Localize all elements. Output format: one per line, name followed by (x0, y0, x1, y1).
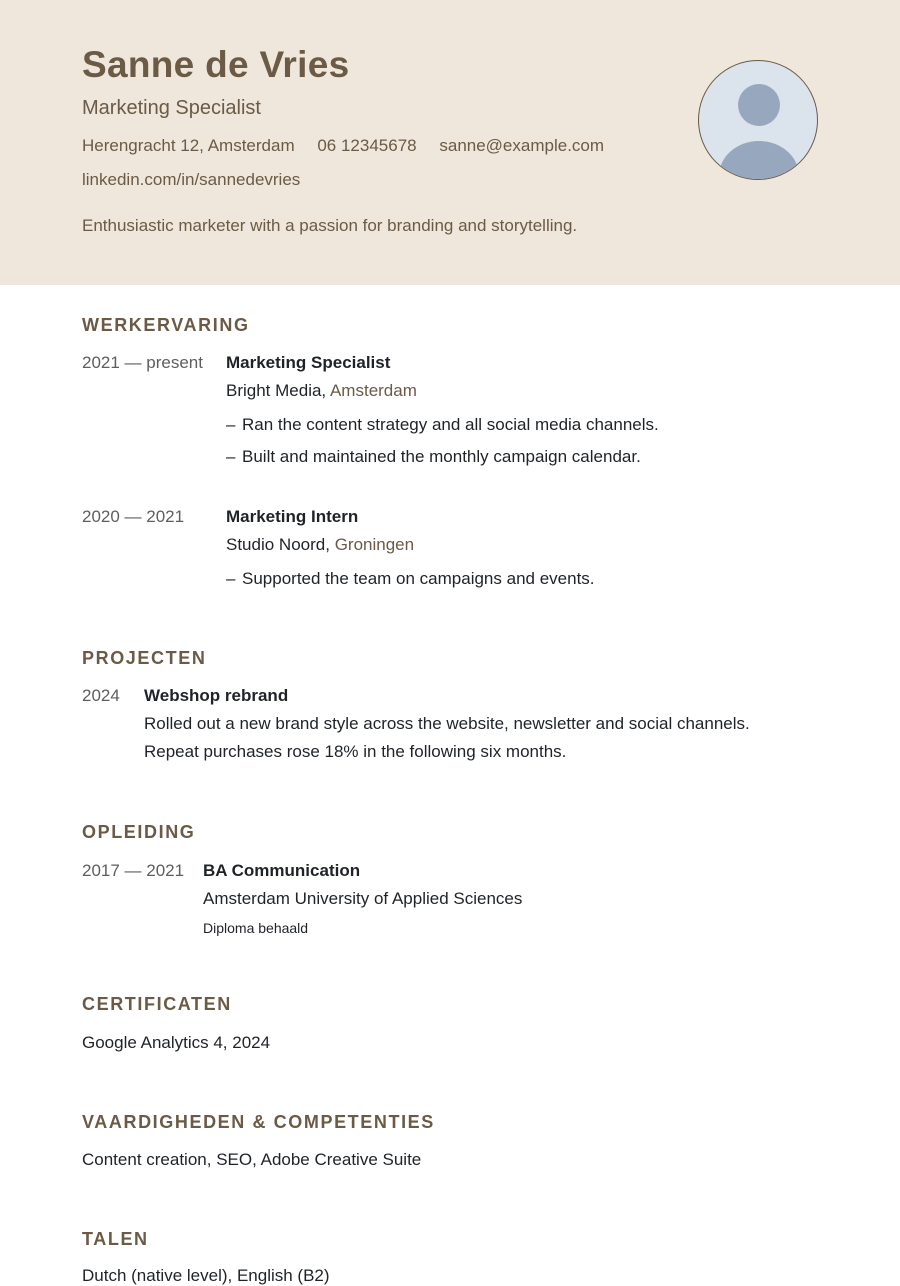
project-date: 2024 (82, 686, 120, 705)
section-title-education: OPLEIDING (82, 822, 196, 842)
section-title-certificates: CERTIFICATEN (82, 994, 232, 1014)
section-title-projects: PROJECTEN (82, 648, 207, 668)
bullet-text: Built and maintained the monthly campaign calendar. (242, 447, 641, 466)
project-description: Rolled out a new brand style across the website, newsletter and social channels. (144, 714, 750, 733)
section-title-skills: VAARDIGHEDEN & COMPETENTIES (82, 1112, 435, 1132)
experience-date: 2020 — 2021 (82, 507, 185, 526)
contact-line (82, 136, 604, 156)
bullet-text: Supported the team on campaigns and events. (242, 569, 595, 588)
experience-title: Marketing Intern (226, 507, 359, 526)
phone: 06 12345678 (317, 136, 417, 155)
education-degree: BA Communication (203, 861, 361, 880)
experience-title: Marketing Specialist (226, 353, 391, 372)
languages-list: Dutch (native level), English (B2) (82, 1266, 330, 1285)
profile-summary: Enthusiastic marketer with a passion for branding and storytelling. (82, 216, 578, 235)
email: sanne@example.com (439, 136, 605, 155)
avatar-body-icon (719, 141, 799, 180)
address: Herengracht 12, Amsterdam (82, 136, 295, 155)
education-date: 2017 — 2021 (82, 861, 185, 880)
education-note: Diploma behaald (203, 920, 309, 936)
company-location: Amsterdam (329, 381, 417, 400)
company-name: Studio Noord, (226, 535, 330, 554)
bullet-text: Ran the content strategy and all social media channels. (242, 415, 659, 434)
education-school: Amsterdam University of Applied Sciences (203, 889, 523, 908)
avatar (698, 60, 818, 180)
skills-list: Content creation, SEO, Adobe Creative Suite (82, 1150, 422, 1169)
resume-header (0, 0, 900, 285)
company-location: Groningen (334, 535, 415, 554)
project-result: Repeat purchases rose 18% in the following six months. (144, 742, 567, 761)
experience-company (226, 535, 414, 555)
certificate-item: Google Analytics 4, 2024 (82, 1033, 271, 1052)
section-title-experience: WERKERVARING (82, 315, 250, 335)
candidate-name: Sanne de Vries (82, 44, 350, 85)
company-name: Bright Media, (226, 381, 327, 400)
experience-date: 2021 — present (82, 353, 203, 372)
experience-company (226, 381, 417, 401)
linkedin-url: linkedin.com/in/sannedevries (82, 170, 301, 189)
experience-bullet: – Supported the team on campaigns and events. (226, 569, 595, 588)
avatar-head-icon (738, 84, 780, 126)
candidate-role: Marketing Specialist (82, 97, 261, 119)
experience-bullet: – Built and maintained the monthly campaign calendar. (226, 447, 641, 466)
experience-bullet: – Ran the content strategy and all social media channels. (226, 415, 659, 434)
project-title: Webshop rebrand (144, 686, 289, 705)
section-title-languages: TALEN (82, 1229, 149, 1249)
